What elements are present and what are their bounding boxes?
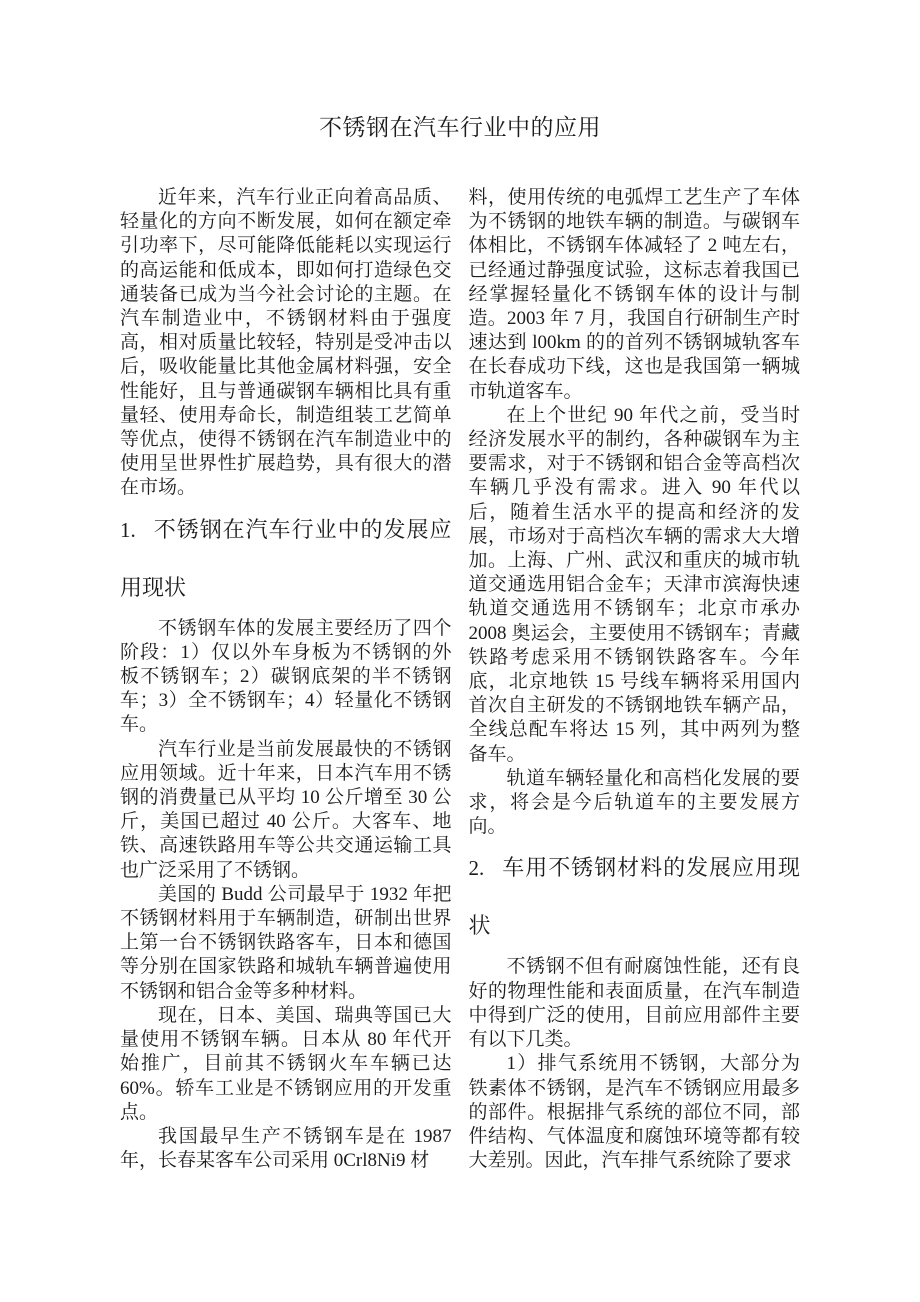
paragraph-current-usage: 现在，日本、美国、瑞典等国已大量使用不锈钢车辆。日本从 80 年代开始推广，目前其不锈钢火车车辆已达 60%。轿车工业是不锈钢应用的开发重点。 <box>120 1004 452 1123</box>
page-title: 不锈钢在汽车行业中的应用 <box>319 115 601 140</box>
two-column-body <box>120 186 800 1173</box>
left-column <box>120 186 452 1173</box>
section-2-number: 2. <box>468 856 485 881</box>
paragraph-industry-growth: 汽车行业是当前发展最快的不锈钢应用领域。近十年来，日本汽车用不锈钢的消费量已从平均 10 公斤增至 30 公斤，美国已超过 40 公斤。大客车、地铁、高速铁路用车等公共交通运输工具也广泛采用了不锈钢。 <box>120 738 452 881</box>
section-1-heading <box>120 501 452 617</box>
paragraph-1990s-demand: 在上个世纪 90 年代之前，受当时经济发展水平的制约，各种碳钢车为主要需求，对于不锈钢和铝合金等高档次车辆几乎没有需求。进入 90 年代以后，随着生活水平的提高和经济的发展，市场对于高档次车辆的需求大大增加。上海、广州、武汉和重庆的城市轨道交通选用铝合金车；天津市滨海快速轨道交通选用不锈钢车；北京市承办 2008 奥运会，主要使用不锈钢车；青藏铁路考虑采用不锈钢铁路客车。今年底，北京地铁 15 号线车辆将采用国内首次自主研发的不锈钢地铁车辆产品，全线总配车将达 15 列，其中两列为整备车。 <box>468 404 800 765</box>
section-2-title: 车用不锈钢材料的发展应用现状 <box>468 855 800 939</box>
section-2-heading <box>469 839 801 955</box>
paragraph-china-first-car: 我国最早生产不锈钢车是在 1987 年，长春某客车公司采用 0Crl8Ni9 材 <box>120 1125 452 1172</box>
paragraph-stainless-properties: 不锈钢不但有耐腐蚀性能，还有良好的物理性能和表面质量，在汽车制造中得到广泛的使用，目前应用部件主要有以下几类。 <box>468 956 800 1051</box>
section-1-number: 1. <box>120 517 136 542</box>
right-column <box>469 186 801 1173</box>
paragraph-rail-trend: 轨道车辆轻量化和高档化发展的要求，将会是今后轨道车的主要发展方向。 <box>468 767 800 838</box>
paragraph-china-first-car-continued: 料，使用传统的电弧焊工艺生产了车体为不锈钢的地铁车辆的制造。与碳钢车体相比，不锈钢车体减轻了 2 吨左右，已经通过静强度试验，这标志着我国已经掌握轻量化不锈钢车体的设计与制造。2003 年 7 月，我国自行研制生产时速达到 l00km 的的首列不锈钢城轨客车在长春成功下线，这也是我国第一辆城市轨道客车。 <box>468 187 800 402</box>
paragraph-budd-history: 美国的 Budd 公司最早于 1932 年把不锈钢材料用于车辆制造，研制出世界上第一台不锈钢铁路客车，日本和德国等分别在国家铁路和城轨车辆普遍使用不锈钢和铝合金等多种材料。 <box>120 883 452 1002</box>
paragraph-intro: 近年来，汽车行业正向着高品质、轻量化的方向不断发展，如何在额定牵引功率下，尽可能降低能耗以实现运行的高运能和低成本，即如何打造绿色交通装备已成为当今社会讨论的主题。在汽车制造业中，不锈钢材料由于强度高，相对质量比较轻，特别是受冲击以后，吸收能量比其他金属材料强，安全性能好，且与普通碳钢车辆相比具有重量轻、使用寿命长，制造组装工艺简单等优点，使得不锈钢在汽车制造业中的使用呈世界性扩展趋势，具有很大的潜在市场。 <box>120 187 452 499</box>
paragraph-development-stages: 不锈钢车体的发展主要经历了四个阶段：1）仅以外车身板为不锈钢的外板不锈钢车；2）碳钢底架的半不锈钢车；3）全不锈钢车；4）轻量化不锈钢车。 <box>120 617 452 736</box>
paragraph-exhaust-system: 1）排气系统用不锈钢，大部分为铁素体不锈钢，是汽车不锈钢应用最多的部件。根据排气系统的部位不同，部件结构、气体温度和腐蚀环境等都有较大差别。因此，汽车排气系统除了要求 <box>468 1053 800 1172</box>
section-1-title: 不锈钢在汽车行业中的发展应用现状 <box>120 516 452 600</box>
